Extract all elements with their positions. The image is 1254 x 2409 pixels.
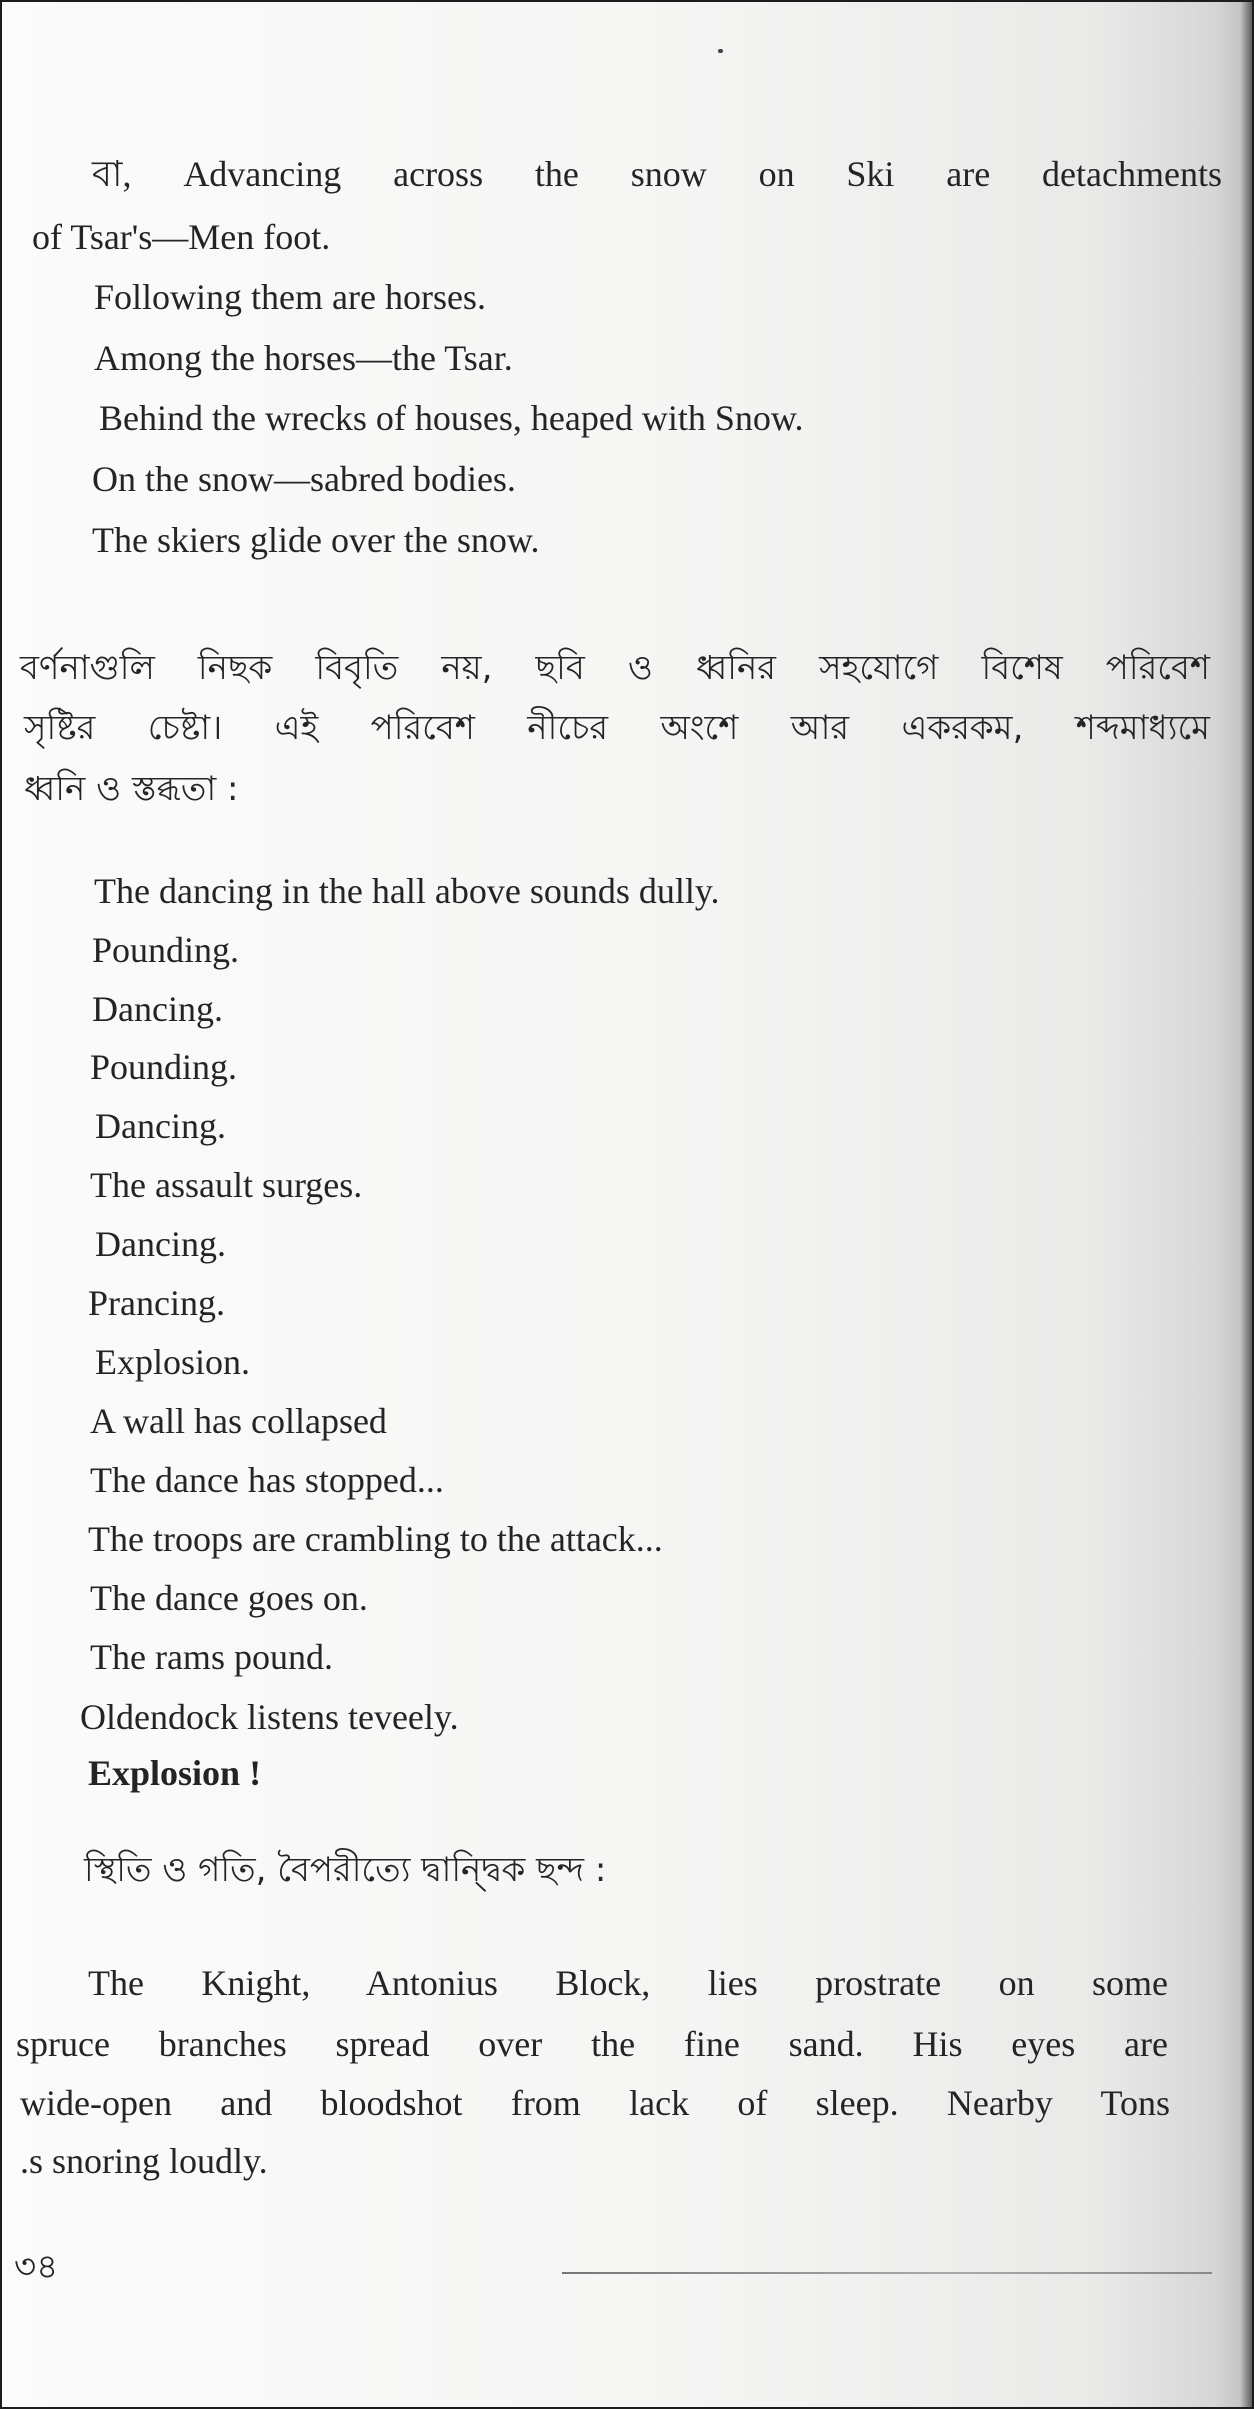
- text-line: On the snow—sabred bodies.: [92, 459, 516, 499]
- text-line: Explosion !: [88, 1753, 262, 1793]
- bengali-line: ধ্বনি ও স্তব্ধতা :: [24, 769, 239, 809]
- text-line: The troops are crambling to the attack...: [88, 1519, 663, 1559]
- text-line: Dancing.: [92, 989, 223, 1029]
- text-line: Explosion.: [95, 1342, 251, 1382]
- text-line: Behind the wrecks of houses, heaped with Snow.: [99, 398, 804, 438]
- text-line: The skiers glide over the snow.: [92, 520, 540, 560]
- footer-rule: [562, 2272, 1212, 2274]
- text-line: The dancing in the hall above sounds dully.: [94, 871, 720, 911]
- text-line: Dancing.: [95, 1106, 226, 1146]
- text-line: Dancing.: [95, 1224, 226, 1264]
- bengali-line: সৃষ্টির চেষ্টা। এই পরিবেশ নীচের অংশে আর একরকম, শব্দমাধ্যমে: [24, 708, 1210, 748]
- text-line: Prancing.: [88, 1283, 225, 1323]
- page-number: ৩৪: [14, 2247, 59, 2287]
- text-line: The dance goes on.: [90, 1578, 368, 1618]
- text-line: The Knight, Antonius Block, lies prostrate on some: [88, 1963, 1168, 2003]
- text-line: Oldendock listens teveely.: [80, 1697, 459, 1737]
- text-line: wide-open and bloodshot from lack of sleep. Nearby Tons: [20, 2083, 1170, 2123]
- book-spine-shadow: [1240, 2, 1252, 2407]
- ink-speck: [718, 49, 723, 53]
- text-line: The dance has stopped...: [90, 1460, 444, 1500]
- text-line: A wall has collapsed: [90, 1401, 387, 1441]
- text-line: বা, Advancing across the snow on Ski are detachments: [92, 154, 1222, 194]
- text-line: Among the horses—the Tsar.: [94, 338, 513, 378]
- text-line: of Tsar's—Men foot.: [32, 217, 331, 257]
- text-line: Following them are horses.: [94, 277, 486, 317]
- text-line: The assault surges.: [90, 1165, 363, 1205]
- text-line: The rams pound.: [90, 1637, 333, 1677]
- text-line: Pounding.: [90, 1047, 238, 1087]
- bengali-heading: স্থিতি ও গতি, বৈপরীত্যে দ্বান্দ্বিক ছন্দ :: [84, 1850, 607, 1890]
- text-line: Pounding.: [92, 930, 240, 970]
- bengali-line: বর্ণনাগুলি নিছক বিবৃতি নয়, ছবি ও ধ্বনির সহযোগে বিশেষ পরিবেশ: [20, 648, 1210, 688]
- text-line: .s snoring loudly.: [20, 2141, 268, 2181]
- text-line: spruce branches spread over the fine sand. His eyes are: [16, 2024, 1168, 2064]
